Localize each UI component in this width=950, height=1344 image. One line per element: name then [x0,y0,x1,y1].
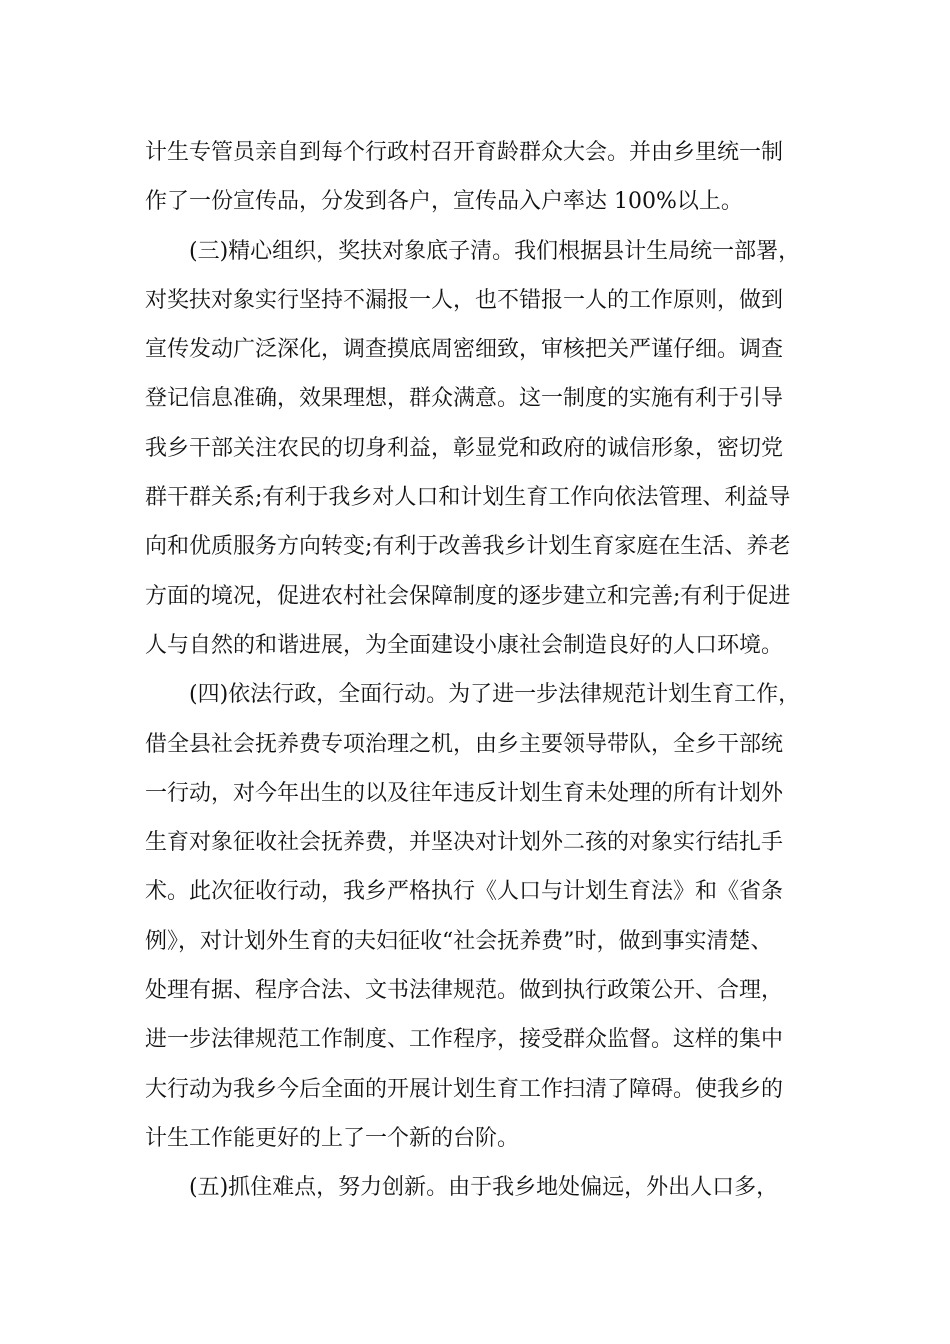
text-line: 计生工作能更好的上了一个新的台阶。 [145,1125,520,1151]
text-line: 处理有据、程序合法、文书法律规范。做到执行政策公开、合理， [145,978,784,1004]
text-line: 大行动为我乡今后全面的开展计划生育工作扫清了障碍。使我乡的 [145,1076,784,1102]
text-line: 术。此次征收行动，我乡严格执行《人口与计划生育法》和《省条 [145,879,784,905]
text-line: 例》，对计划外生育的夫妇征收“社会抚养费”时，做到事实清楚、 [145,928,773,954]
text-line: 作了一份宣传品，分发到各户，宣传品入户率达 100%以上。 [145,189,743,215]
text-line: 向和优质服务方向转变;有利于改善我乡计划生育家庭在生活、养老 [145,534,791,560]
body-text [145,128,825,1213]
text-line: 登记信息准确，效果理想，群众满意。这一制度的实施有利于引导 [145,386,784,412]
paragraph-start-line: (五)抓住难点，努力创新。由于我乡地处偏远，外出人口多， [189,1175,779,1201]
text-line: 对奖扶对象实行坚持不漏报一人，也不错报一人的工作原则，做到 [145,287,784,313]
text-line: 一行动，对今年出生的以及往年违反计划生育未处理的所有计划外 [145,780,784,806]
text-line: 方面的境况，促进农村社会保障制度的逐步建立和完善;有利于促进 [145,583,791,609]
text-line: 计生专管员亲自到每个行政村召开育龄群众大会。并由乡里统一制 [145,140,784,165]
paragraph-start-line: (四)依法行政，全面行动。为了进一步法律规范计划生育工作， [189,682,801,708]
text-line: 宣传发动广泛深化，调查摸底周密细致，审核把关严谨仔细。调查 [145,337,784,363]
text-line: 生育对象征收社会抚养费，并坚决对计划外二孩的对象实行结扎手 [145,830,784,856]
text-line: 人与自然的和谐进展，为全面建设小康社会制造良好的人口环境。 [145,632,784,658]
text-line: 借全县社会抚养费专项治理之机，由乡主要领导带队，全乡干部统 [145,731,784,757]
text-line: 进一步法律规范工作制度、工作程序，接受群众监督。这样的集中 [145,1027,784,1053]
text-line: 群干群关系;有利于我乡对人口和计划生育工作向依法管理、利益导 [145,485,791,511]
text-line: 我乡干部关注农民的切身利益，彰显党和政府的诚信形象，密切党 [145,435,784,461]
paragraph-start-line: (三)精心组织，奖扶对象底子清。我们根据县计生局统一部署， [189,238,801,264]
